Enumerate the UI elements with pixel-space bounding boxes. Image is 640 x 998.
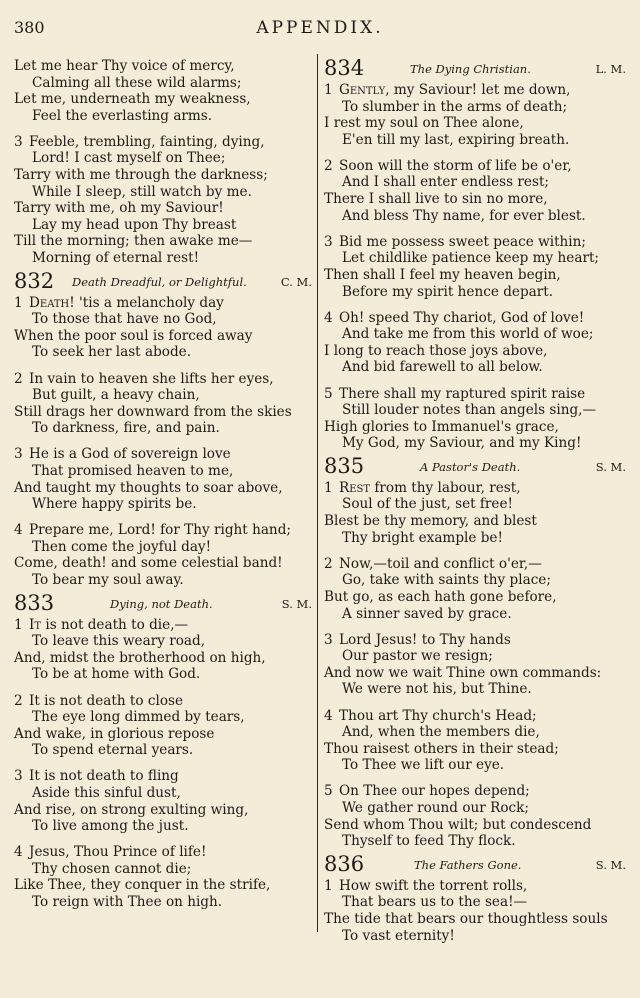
verse-line: 1 It is not death to die,— (14, 616, 189, 633)
stanza (324, 480, 626, 546)
verse-line: To vast eternity! (342, 927, 455, 944)
verse-line: Still louder notes than angels sing,— (342, 402, 597, 419)
stanza (324, 310, 626, 376)
page-header (14, 18, 626, 40)
hymn-title: Dying, not Death. (110, 596, 213, 611)
verse-line: That promised heaven to me, (32, 462, 234, 479)
hymn-number: 836 (324, 851, 365, 876)
verse-line: And taught my thoughts to soar above, (14, 479, 283, 496)
verse-line: To bear my soul away. (32, 572, 184, 589)
column-divider (317, 54, 318, 932)
verse-line: Still drags her downward from the skies (14, 403, 292, 420)
hymn-number: 832 (14, 268, 55, 293)
verse-line: Send whom Thou wilt; but condescend (324, 816, 592, 833)
verse-line: To those that have no God, (32, 311, 217, 328)
verse-line: Then come the joyful day! (32, 538, 212, 555)
hymn-meter: C. M. (280, 274, 312, 289)
verse-line: Let me hear Thy voice of mercy, (14, 58, 235, 74)
verse-line: To slumber in the arms of death; (342, 98, 568, 115)
stanza (14, 844, 312, 910)
verse-line: 3 He is a God of sovereign love (14, 446, 231, 463)
verse-line: Thy bright example be! (342, 529, 503, 546)
verse-line: That bears us to the sea!— (342, 894, 528, 911)
stanza (324, 158, 626, 224)
stanza (324, 234, 626, 300)
verse-line: To Thee we lift our eye. (342, 757, 505, 774)
stanza (324, 708, 626, 774)
verse-line: I long to reach those joys above, (324, 342, 548, 359)
verse-line: Where happy spirits be. (32, 496, 197, 513)
verse-line: 3 Feeble, trembling, fainting, dying, (14, 133, 265, 150)
verse-line: 2 In vain to heaven she lifts her eyes, (14, 370, 274, 387)
verse-line: To reign with Thee on high. (32, 894, 223, 911)
hymn-header-833 (14, 591, 312, 617)
verse-line: To leave this weary road, (32, 633, 206, 650)
verse-line: To spend eternal years. (32, 742, 194, 759)
stanza (324, 556, 626, 622)
verse-line: The eye long dimmed by tears, (32, 709, 245, 726)
verse-line: Before my spirit hence depart. (342, 283, 554, 300)
verse-line: There I shall live to sin no more, (324, 191, 548, 208)
verse-line: And bid farewell to all below. (342, 359, 543, 376)
stanza (324, 878, 626, 944)
verse-line: 2 It is not death to close (14, 692, 184, 709)
hymn-meter: L. M. (595, 62, 626, 76)
verse-line: And, midst the brotherhood on high, (14, 649, 266, 666)
verse-line: To live among the just. (32, 818, 189, 835)
hymn-header-835 (324, 454, 626, 480)
verse-line: Aside this sinful dust, (32, 784, 181, 801)
hymn-header-836 (324, 852, 626, 878)
verse-line: Let me, underneath my weakness, (14, 91, 251, 108)
verse-line: Tarry with me through the darkness; (14, 167, 268, 184)
hymn-title: A Pastor's Death. (420, 459, 521, 474)
stanza (324, 82, 626, 148)
verse-line: To be at home with God. (32, 666, 201, 683)
verse-line: And wake, in glorious repose (14, 725, 215, 742)
verse-line: Feel the everlasting arms. (32, 107, 213, 124)
verse-line: 2 Now,—toil and conflict o'er,— (324, 555, 542, 572)
stanza (14, 522, 312, 588)
stanza-number: 3 (14, 133, 23, 150)
stanza (14, 295, 312, 361)
verse-line: But go, as each hath gone before, (324, 588, 557, 605)
page-number: 380 (14, 18, 45, 37)
verse-line: 3 Bid me possess sweet peace within; (324, 233, 586, 250)
verse-line: 3 Lord Jesus! to Thy hands (324, 631, 511, 648)
verse-line: Morning of eternal rest! (32, 250, 200, 267)
verse-line: Tarry with me, oh my Saviour! (14, 200, 224, 217)
hymn-meter: S. M. (595, 459, 626, 474)
verse-line: Come, death! and some celestial band! (14, 555, 283, 572)
verse-line: Till the morning; then awake me— (14, 233, 253, 250)
right-column (324, 58, 626, 944)
verse-line: When the poor soul is forced away (14, 327, 253, 344)
verse-line: And take me from this world of woe; (342, 326, 594, 343)
verse-line: Lord! I cast myself on Thee; (32, 150, 226, 167)
verse-line: Thy chosen cannot die; (32, 860, 192, 877)
verse-line: Thyself to feed Thy flock. (342, 833, 516, 850)
stanza (14, 446, 312, 512)
stanza (14, 617, 312, 683)
verse-line: 3 It is not death to fling (14, 768, 179, 785)
hymn-meter: S. M. (281, 596, 312, 611)
verse-line: 1 Gently, my Saviour! let me down, (324, 82, 571, 98)
verse-line: And now we wait Thine own commands: (324, 664, 602, 681)
verse-line: 4 Oh! speed Thy chariot, God of love! (324, 309, 585, 326)
stanza (324, 386, 626, 452)
verse-line: Calming all these wild alarms; (32, 74, 242, 91)
verse-line: But guilt, a heavy chain, (32, 387, 200, 404)
stanza (14, 58, 312, 124)
verse-line: 2 Soon will the storm of life be o'er, (324, 157, 572, 174)
verse-line: We were not his, but Thine. (342, 681, 532, 698)
verse-line: The tide that bears our thoughtless souls (324, 910, 608, 927)
hymn-title: Death Dreadful, or Delightful. (72, 274, 247, 289)
verse-line: And rise, on strong exulting wing, (14, 801, 249, 818)
verse-line: Our pastor we resign; (342, 648, 493, 665)
verse-line: 1 Rest from thy labour, rest, (324, 479, 521, 496)
hymn-number: 834 (324, 56, 365, 80)
verse-line: 4 Jesus, Thou Prince of life! (14, 844, 207, 861)
hymn-header-834 (324, 56, 626, 82)
hymn-number: 833 (14, 590, 55, 615)
verse-line: 5 There shall my raptured spirit raise (324, 385, 586, 402)
stanza (324, 632, 626, 698)
verse-line: Soul of the just, set free! (342, 496, 513, 513)
verse-line: 4 Prepare me, Lord! for Thy right hand; (14, 522, 291, 539)
stanza (324, 783, 626, 849)
verse-line: High glories to Immanuel's grace, (324, 418, 559, 435)
verse-line: E'en till my last, expiring breath. (342, 131, 570, 148)
verse-line: Let childlike patience keep my heart; (342, 250, 600, 267)
stanza (14, 371, 312, 437)
stanza (14, 768, 312, 834)
hymn-header-832 (14, 269, 312, 295)
hymn-title: The Dying Christian. (410, 62, 531, 76)
verse-line: 1 Death! 'tis a melancholy day (14, 294, 224, 311)
verse-line: 4 Thou art Thy church's Head; (324, 707, 537, 724)
verse-line: And bless Thy name, for ever blest. (342, 207, 586, 224)
verse-line: We gather round our Rock; (342, 799, 529, 816)
left-column (14, 58, 312, 911)
verse-line: 1 How swift the torrent rolls, (324, 877, 528, 894)
hymn-number: 835 (324, 453, 365, 478)
verse-line: Blest be thy memory, and blest (324, 513, 537, 530)
verse-line: And, when the members die, (342, 724, 540, 741)
verse-line: And I shall enter endless rest; (342, 174, 549, 191)
verse-line: Like Thee, they conquer in the strife, (14, 877, 271, 894)
stanza (14, 693, 312, 759)
page-title: APPENDIX. (256, 18, 384, 38)
verse-line: To seek her last abode. (32, 344, 192, 361)
verse-line: Go, take with saints thy place; (342, 572, 551, 589)
verse-line: Thou raisest others in their stead; (324, 740, 559, 757)
verse-line: My God, my Saviour, and my King! (342, 435, 582, 452)
stanza (14, 134, 312, 267)
verse-line: Lay my head upon Thy breast (32, 216, 237, 233)
verse-line: I rest my soul on Thee alone, (324, 115, 524, 132)
hymn-title: The Fathers Gone. (414, 857, 522, 872)
verse-line: To darkness, fire, and pain. (32, 420, 220, 437)
verse-line: While I sleep, still watch by me. (32, 183, 252, 200)
hymn-meter: S. M. (595, 857, 626, 872)
verse-line: Then shall I feel my heaven begin, (324, 266, 561, 283)
verse-line: A sinner saved by grace. (342, 605, 512, 622)
verse-line: 5 On Thee our hopes depend; (324, 783, 530, 800)
